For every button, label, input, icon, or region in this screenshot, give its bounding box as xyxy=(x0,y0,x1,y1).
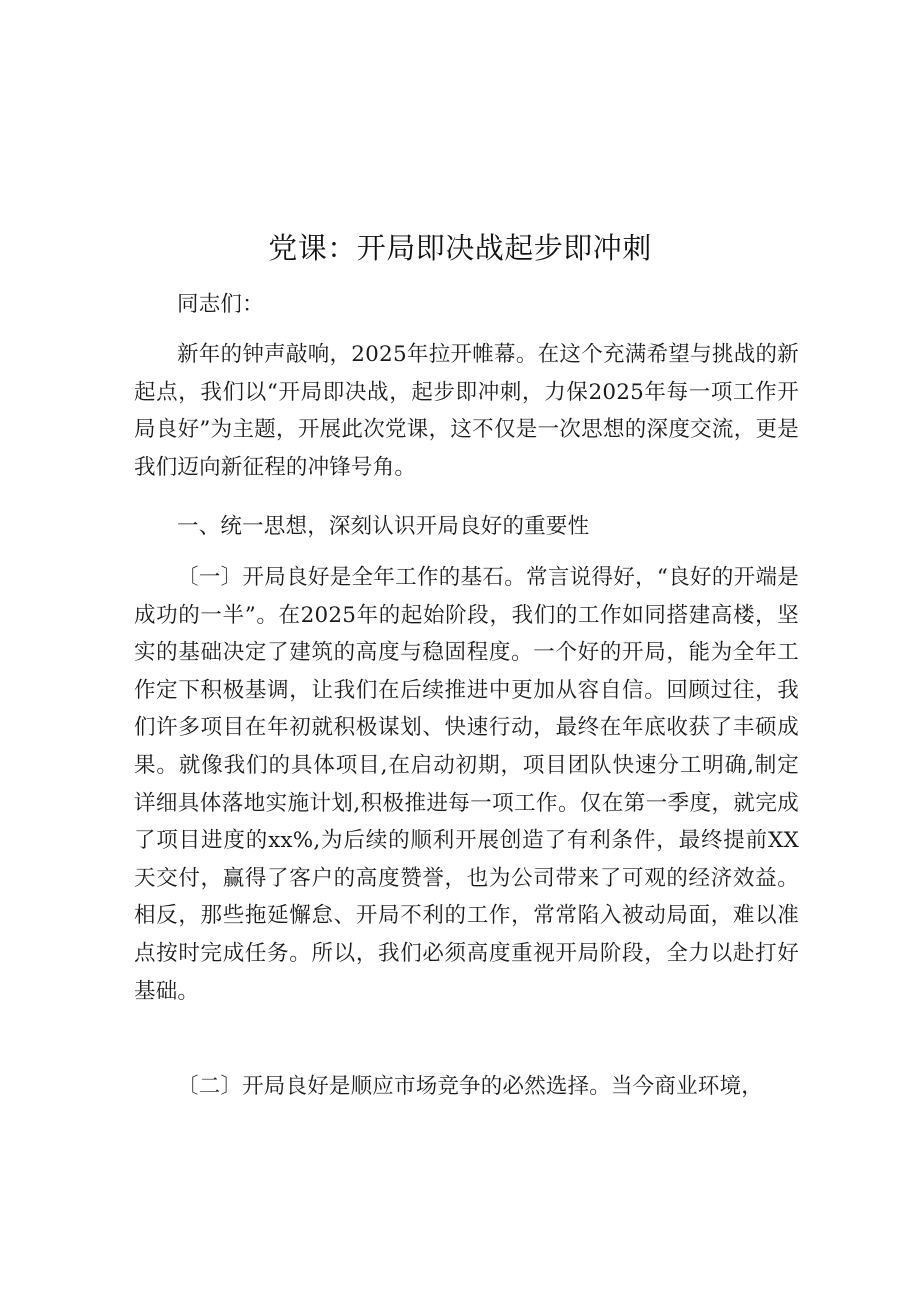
intro-paragraph: 新年的钟声敲响，2025年拉开帷幕。在这个充满希望与挑战的新起点，我们以“开局即决战，起步即冲刺，力保2025年每一项工作开局良好”为主题，开展此次党课，这不仅是一次思想的深度交流，更是我们迈向新征程的冲锋号角。 xyxy=(134,342,799,480)
subsection-2-paragraph: 〔二〕开局良好是顺应市场竞争的必然选择。当今商业环境， xyxy=(177,1074,763,1099)
section-heading-1: 一、统一思想，深刻认识开局良好的重要性 xyxy=(177,514,590,539)
subsection-1-paragraph: 〔一〕开局良好是全年工作的基石。常言说得好，“良好的开端是成功的一半”。在2025年的起始阶段，我们的工作如同搭建高楼，坚实的基础决定了建筑的高度与稳固程度。一个好的开局，能为全年工作定下积极基调，让我们在后续推进中更加从容自信。回顾过往，我们许多项目在年初就积极谋划、快速行动，最终在年底收获了丰硕成果。就像我们的具体项目,在启动初期，项目团队快速分工明确,制定详细具体落地实施计划,积极推进每一项工作。仅在第一季度，就完成了项目进度的xx%,为后续的顺利开展创造了有利条件，最终提前XX天交付，赢得了客户的高度赞誉，也为公司带来了可观的经济效益。相反，那些拖延懈怠、开局不利的工作，常常陷入被动局面，难以准点按时完成任务。所以，我们必须高度重视开局阶段，全力以赴打好基础。 xyxy=(134,565,799,1004)
document-title: 党课：开局即决战起步即冲刺 xyxy=(268,231,652,265)
greeting-paragraph: 同志们： xyxy=(177,292,264,317)
